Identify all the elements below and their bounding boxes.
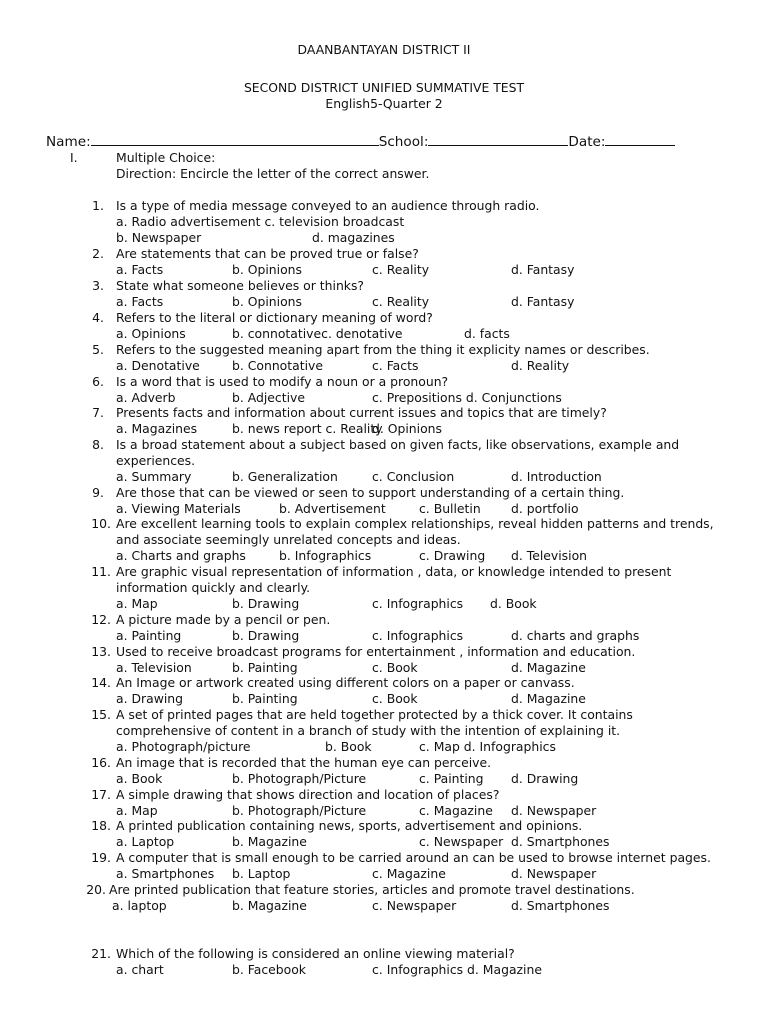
answer-option[interactable]: c. Magazine — [419, 803, 493, 818]
question-number: 3. — [92, 278, 104, 293]
answer-option[interactable]: b. Painting — [232, 660, 298, 675]
answer-option[interactable]: a. Adverb — [116, 390, 176, 405]
answer-option[interactable]: a. Denotative — [116, 358, 200, 373]
answer-option[interactable]: c. Prepositions d. Conjunctions — [372, 390, 562, 405]
question-number: 7. — [92, 405, 104, 420]
answer-option[interactable]: a. Facts — [116, 294, 164, 309]
question-number: 21. — [91, 946, 111, 961]
question-text: A printed publication containing news, sports, advertisement and opinions. — [116, 818, 583, 833]
answer-option[interactable]: b. connotativec. denotative — [232, 326, 403, 341]
answer-option[interactable]: c. Facts — [372, 358, 419, 373]
test-title: SECOND DISTRICT UNIFIED SUMMATIVE TEST — [243, 80, 525, 95]
question-text: A simple drawing that shows direction and location of places? — [116, 787, 500, 802]
question-text: An image that is recorded that the human eye can perceive. — [116, 755, 492, 770]
answer-option[interactable]: a. Map — [116, 803, 158, 818]
answer-option[interactable]: d. facts — [464, 326, 510, 341]
district-header: DAANBANTAYAN DISTRICT II — [297, 42, 471, 57]
answer-option[interactable]: d. Fantasy — [511, 294, 575, 309]
answer-option[interactable]: d. Newspaper — [511, 866, 597, 881]
question-number: 4. — [92, 310, 104, 325]
answer-option[interactable]: d. magazines — [312, 230, 395, 245]
question-number: 13. — [91, 644, 111, 659]
answer-option[interactable]: b. Opinions — [232, 294, 302, 309]
student-info-line — [46, 133, 696, 150]
answer-option[interactable]: c. Drawing — [419, 548, 486, 563]
question-number: 1. — [92, 198, 104, 213]
answer-option[interactable]: b. Photograph/Picture — [232, 803, 367, 818]
answer-option[interactable]: a. Book — [116, 771, 163, 786]
question-text: State what someone believes or thinks? — [116, 278, 365, 293]
question-text: A computer that is small enough to be carried around an can be used to browse internet pages. — [116, 850, 711, 865]
answer-option[interactable]: b. Magazine — [232, 898, 307, 913]
answer-option[interactable]: c. Book — [372, 660, 418, 675]
answer-option[interactable]: a. Opinions — [116, 326, 186, 341]
answer-option[interactable]: c. Infographics d. Magazine — [372, 962, 542, 977]
answer-option[interactable]: b. Painting — [232, 691, 298, 706]
answer-option[interactable]: a. Smartphones — [116, 866, 215, 881]
answer-option[interactable]: d. Magazine — [511, 660, 586, 675]
answer-option[interactable]: a. Television — [116, 660, 192, 675]
question-text: A set of printed pages that are held together protected by a thick cover. It contains — [116, 707, 633, 722]
question-number: 9. — [92, 485, 104, 500]
answer-option[interactable]: b. Photograph/Picture — [232, 771, 367, 786]
answer-option[interactable]: c. Reality — [372, 294, 430, 309]
answer-option[interactable]: a. Radio advertisement c. television broadcast — [116, 214, 405, 229]
question-number: 6. — [92, 374, 104, 389]
answer-option[interactable]: a. Painting — [116, 628, 182, 643]
answer-option[interactable]: d. Newspaper — [511, 803, 597, 818]
question-number: 20. — [86, 882, 106, 897]
answer-option[interactable]: d. Opinions — [372, 421, 442, 436]
answer-option[interactable]: a. Charts and graphs — [116, 548, 246, 563]
question-number: 2. — [92, 246, 104, 261]
answer-option[interactable]: c. Magazine — [372, 866, 446, 881]
answer-option[interactable]: c. Painting — [419, 771, 484, 786]
answer-option[interactable]: a. Map — [116, 596, 158, 611]
question-text: Are excellent learning tools to explain complex relationships, reveal hidden patterns and trends, — [116, 516, 714, 531]
answer-option[interactable]: a. laptop — [112, 898, 167, 913]
answer-option[interactable]: d. Drawing — [511, 771, 579, 786]
question-number: 19. — [91, 850, 111, 865]
answer-option[interactable]: a. Facts — [116, 262, 164, 277]
question-text: Is a broad statement about a subject based on given facts, like observations, example and — [116, 437, 680, 452]
answer-option[interactable]: a. Photograph/picture — [116, 739, 251, 754]
answer-option[interactable]: b. Newspaper — [116, 230, 202, 245]
question-number: 18. — [91, 818, 111, 833]
answer-option[interactable]: d. Smartphones — [511, 898, 610, 913]
answer-option[interactable]: b. Generalization — [232, 469, 338, 484]
question-text: experiences. — [116, 453, 196, 468]
answer-option[interactable]: b. Connotative — [232, 358, 323, 373]
section-direction: Direction: Encircle the letter of the correct answer. — [116, 166, 430, 181]
answer-option[interactable]: b. Facebook — [232, 962, 306, 977]
section-numeral: I. — [70, 150, 78, 165]
question-number: 5. — [92, 342, 104, 357]
answer-option[interactable]: d. Television — [511, 548, 587, 563]
answer-option[interactable]: a. Summary — [116, 469, 192, 484]
question-text: Is a type of media message conveyed to an audience through radio. — [116, 198, 540, 213]
answer-option[interactable]: d. charts and graphs — [511, 628, 640, 643]
school-field[interactable] — [428, 133, 568, 146]
question-text: Presents facts and information about current issues and topics that are timely? — [116, 405, 607, 420]
subject-title: English5-Quarter 2 — [325, 96, 443, 111]
date-label: Date: — [568, 134, 606, 150]
answer-option[interactable]: a. Drawing — [116, 691, 183, 706]
question-text: Are printed publication that feature stories, articles and promote travel destinations. — [109, 882, 635, 897]
school-label: School: — [378, 134, 429, 150]
question-text: Refers to the suggested meaning apart from the thing it explicity names or describes. — [116, 342, 650, 357]
question-number: 8. — [92, 437, 104, 452]
question-number: 10. — [91, 516, 111, 531]
answer-option[interactable]: c. Bulletin — [419, 501, 481, 516]
question-number: 11. — [91, 564, 111, 579]
name-field[interactable] — [91, 133, 379, 146]
answer-option[interactable]: b. Laptop — [232, 866, 291, 881]
answer-option[interactable]: d. Smartphones — [511, 834, 610, 849]
answer-option[interactable]: c. Reality — [372, 262, 430, 277]
answer-option[interactable]: c. Book — [372, 691, 418, 706]
answer-option[interactable]: b. Magazine — [232, 834, 307, 849]
answer-option[interactable]: b. Adjective — [232, 390, 306, 405]
question-text: comprehensive of content in a branch of study with the intention of explaining it. — [116, 723, 621, 738]
answer-option[interactable]: d. portfolio — [511, 501, 579, 516]
question-number: 14. — [91, 675, 111, 690]
question-text: Refers to the literal or dictionary meaning of word? — [116, 310, 433, 325]
question-text: An Image or artwork created using different colors on a paper or canvass. — [116, 675, 575, 690]
name-label: Name: — [46, 134, 91, 150]
question-number: 12. — [91, 612, 111, 627]
question-text: and associate seemingly unrelated concepts and ideas. — [116, 532, 461, 547]
answer-option[interactable]: c. Newspaper — [419, 834, 504, 849]
answer-option[interactable]: d. Fantasy — [511, 262, 575, 277]
answer-option[interactable]: b. Drawing — [232, 596, 300, 611]
question-text: Are statements that can be proved true or false? — [116, 246, 419, 261]
answer-option[interactable]: a. Viewing Materials — [116, 501, 241, 516]
answer-option[interactable]: c. Infographics — [372, 628, 464, 643]
answer-option[interactable]: c. Newspaper — [372, 898, 457, 913]
date-field[interactable] — [605, 133, 675, 146]
question-number: 17. — [91, 787, 111, 802]
answer-option[interactable]: a. Laptop — [116, 834, 175, 849]
answer-option[interactable]: c. Conclusion — [372, 469, 455, 484]
question-text: Are those that can be viewed or seen to support understanding of a certain thing. — [116, 485, 625, 500]
answer-option[interactable]: c. Map d. Infographics — [419, 739, 556, 754]
answer-option[interactable]: b. Opinions — [232, 262, 302, 277]
question-text: Which of the following is considered an online viewing material? — [116, 946, 515, 961]
answer-option[interactable]: d. Magazine — [511, 691, 586, 706]
question-number: 16. — [91, 755, 111, 770]
question-text: A picture made by a pencil or pen. — [116, 612, 331, 627]
answer-option[interactable]: d. Reality — [511, 358, 570, 373]
answer-option[interactable]: d. Book — [490, 596, 537, 611]
answer-option[interactable]: a. chart — [116, 962, 164, 977]
answer-option[interactable]: b. Drawing — [232, 628, 300, 643]
question-number: 15. — [91, 707, 111, 722]
question-text: Used to receive broadcast programs for entertainment , information and education. — [116, 644, 636, 659]
answer-option[interactable]: b. news report c. Reality — [232, 421, 383, 436]
answer-option[interactable]: b. Infographics — [279, 548, 372, 563]
answer-option[interactable]: b. Advertisement — [279, 501, 386, 516]
section-title: Multiple Choice: — [116, 150, 216, 165]
answer-option[interactable]: d. Introduction — [511, 469, 602, 484]
answer-option[interactable]: c. Infographics — [372, 596, 464, 611]
question-text: Are graphic visual representation of information , data, or knowledge intended to present — [116, 564, 672, 579]
answer-option[interactable]: b. Book — [325, 739, 372, 754]
question-text: Is a word that is used to modify a noun or a pronoun? — [116, 374, 449, 389]
answer-option[interactable]: a. Magazines — [116, 421, 198, 436]
question-text: information quickly and clearly. — [116, 580, 311, 595]
